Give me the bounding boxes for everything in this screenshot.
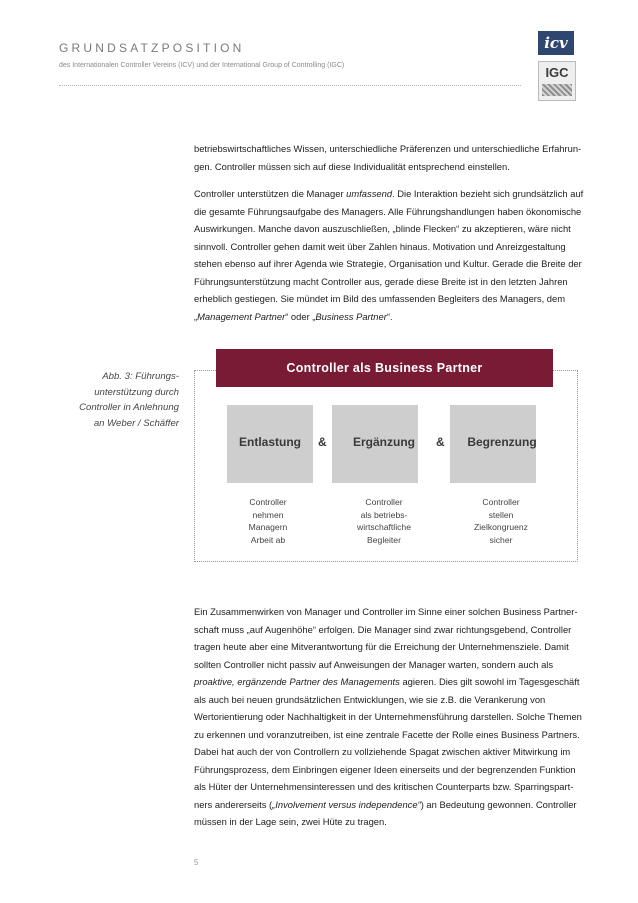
text-line: schaft muss „auf Augenhöhe“ erfolgen. Die Manager sind zwar richtungsgebend, Controller	[194, 623, 572, 635]
text-line: ners andererseits („Involvement versus independence“) an Bedeutung gewonnen. Controller	[194, 798, 577, 810]
text-line: müssen in der Lage sein, zwei Hüte zu tragen.	[194, 816, 387, 827]
pillar-description-ergaenzung: Controller als betriebs- wirtschaftliche Begleiter	[357, 497, 411, 545]
text-line: zu erkennen und voranzutreiben, ist eine zentrale Facette der Rolle eines Business Partners.	[194, 728, 580, 740]
caption-line: Controller in Anlehnung	[79, 402, 179, 413]
text-line: Ein Zusammenwirken von Manager und Controller im Sinne einer solchen Business Partner-	[194, 606, 578, 617]
text-line: sollten Controller nicht passiv auf Anweisungen der Manager warten, sondern auch als	[194, 658, 554, 670]
paragraph-1	[194, 140, 589, 175]
text-line: „Management Partner“ oder „Business Partner“.	[194, 310, 393, 322]
text-line: sinnvoll. Controller gehen damit weit über Zahlen hinaus. Motivation und Anreizgestaltung	[194, 240, 566, 252]
ampersand-2: &	[436, 435, 445, 449]
page-number: 5	[194, 858, 199, 867]
text-line: erheblich gestiegen. Sie mündet im Bild des umfassenden Begleiters des Managers, dem	[194, 293, 566, 304]
pillar-label-entlastung: Entlastung	[239, 435, 301, 449]
emphasis-text: Management Partner	[197, 310, 286, 322]
text-line: tragen heute aber eine Mitverantwortung für die Erreichung der Unternehmensziele. Damit	[194, 641, 569, 652]
pillar-description-entlastung: Controller nehmen Managern Arbeit ab	[248, 497, 288, 545]
text-line: Wertorientierung oder Nachhaltigkeit in der Unternehmensführung darstellen. Solche Themen	[194, 711, 582, 722]
text-line: Controller unterstützen die Manager umfassend. Die Interaktion bezieht sich grundsätzlich auf	[194, 188, 584, 199]
caption-line: unterstützung durch	[94, 386, 179, 398]
text-line: betriebswirtschaftliches Wissen, unterschiedliche Präferenzen und unterschiedliche Erfahrun-	[194, 143, 582, 154]
text-line: Dabei hat auch der von Controllern zu vollziehende Spagat zwischen aktiver Mitwirkung im	[194, 746, 571, 757]
text-line: stehen ebenso auf ihrer Agenda wie Strategie, Organisation und Kultur. Gerade die Breite der	[194, 258, 582, 269]
figure-caption	[55, 369, 179, 431]
document-series-title: GRUNDSATZPOSITION	[59, 41, 245, 55]
emphasis-text: „Involvement versus independence“	[272, 798, 421, 810]
header-divider	[59, 85, 521, 86]
text-line: als auch bei neuen grundsätzlichen Entwicklungen, wie sie z.B. die Verankerung von	[194, 693, 546, 705]
pillar-description-begrenzung: Controller stellen Zielkongruenz sicher	[474, 497, 528, 545]
paragraph-3	[194, 603, 589, 831]
icv-logo: icv	[538, 31, 574, 55]
text-line: als Hüter der Unternehmensinteressen und des kritischen Counterparts bzw. Sparringspart-	[194, 781, 574, 792]
text-line: Führungsunterstützung macht Controller aus, gerade diese Breite ist in den letzten Jahren	[194, 275, 568, 287]
pillar-label-ergaenzung: Ergänzung	[353, 435, 415, 449]
igc-logo-text: IGC	[545, 65, 569, 80]
text-line: die gesamte Führungsaufgabe des Managers. Alle Führungshandlungen haben ökonomische	[194, 205, 582, 217]
text-line: proaktive, ergänzende Partner des Managements agieren. Dies gilt sowohl im Tagesgeschäft	[194, 676, 580, 687]
emphasis-text: Business Partner	[315, 310, 387, 322]
caption-line: an Weber / Schäffer	[93, 417, 179, 429]
text-line: Führungsprozess, dem Einbringen eigener Ideen einerseits und der begrenzenden Funktion	[194, 763, 576, 775]
igc-logo-rope-graphic	[542, 84, 572, 96]
ampersand-1: &	[318, 435, 327, 449]
pillar-label-begrenzung: Begrenzung	[467, 435, 537, 449]
text-line: gen. Controller müssen sich auf diese Individualität entsprechend einstellen.	[194, 160, 510, 172]
text-line: Auswirkungen. Manche davon auszuschließen, „blinde Flecken“ zu akzeptieren, wäre nicht	[194, 223, 571, 234]
emphasis-text: proaktive, ergänzende Partner des Managements	[194, 676, 400, 687]
emphasis-text: umfassend	[346, 188, 393, 199]
document-subtitle: des Internationalen Controller Vereins (ICV) und der International Group of Controlling (IGC)	[59, 62, 345, 69]
igc-logo	[538, 61, 576, 101]
diagram-banner: Controller als Business Partner	[216, 349, 553, 387]
caption-line: Abb. 3: Führungs-	[102, 371, 179, 382]
paragraph-2	[194, 185, 589, 325]
